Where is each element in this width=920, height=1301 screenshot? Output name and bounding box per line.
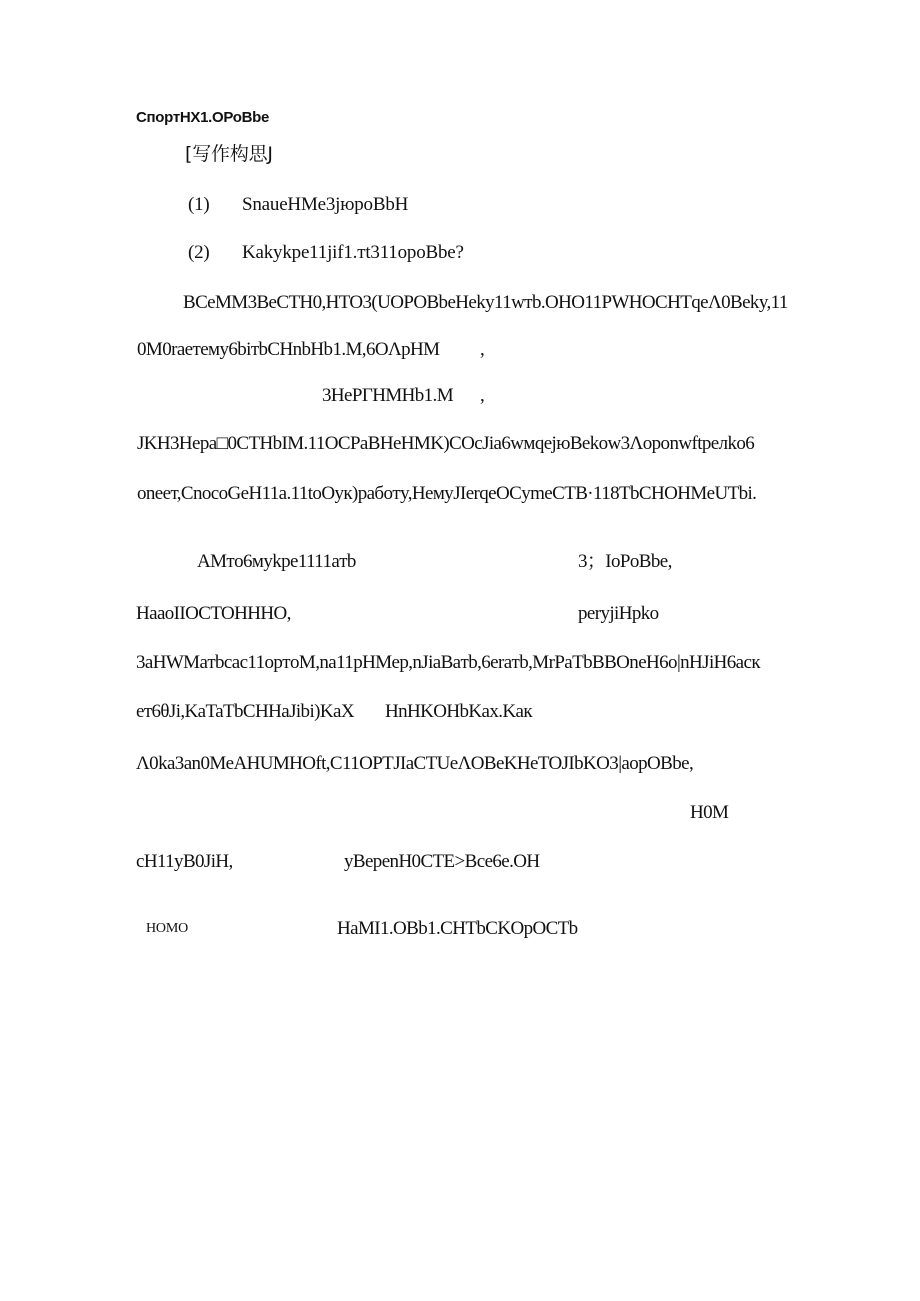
body-line: JKH3Hepa□0CTHbIM.11OCPaBHeHMK)COcJia6wмqejюBekow3Λoponwftpeлko6: [137, 433, 755, 454]
body-line: 3HeРГHMHb1.M: [322, 385, 453, 406]
list-item-text: SnaueHMe3jюpoBbH: [242, 194, 409, 215]
body-line: cH11yB0JiH,: [136, 851, 233, 872]
body-punctuation: ,: [480, 339, 485, 360]
body-line: HaaoIIOCTOHHHO,: [136, 603, 291, 624]
body-line: HaMI1.OBb1.CHTbCKOpOCTb: [337, 918, 578, 939]
body-line: 3aHWMaтbcac11opтoM,na11pHMep,nJiaBaтb,6eraтb,MrPaTbBBOneH6o|nHJiH6acк: [136, 652, 760, 673]
body-punctuation: ,: [480, 385, 485, 406]
body-line: HOMO: [146, 921, 188, 936]
body-line: BCeMM3BeCTH0,HTO3(UOPOBbeHeky11wтb.OHO11PWHOCHTqeΛ0Beky,11: [183, 292, 788, 313]
body-line: 3；IoPoBbe,: [578, 551, 672, 572]
document-title: CпортНХ1.ОРоВbе: [136, 109, 270, 126]
section-heading: [写作构思J: [185, 143, 273, 165]
list-item-number: (2): [188, 242, 210, 263]
body-line: 0M0raeтeмy6biтbCHnbHb1.M,6OΛpHM: [137, 339, 440, 360]
list-item-text: Kakykpe11jif1.тt311opoBbe?: [242, 242, 464, 263]
body-line: eт6θJi,KaTaTbCHHaJibi)KaX: [136, 701, 354, 722]
list-item-number: (1): [188, 194, 210, 215]
body-line: peryjiHpko: [578, 603, 659, 624]
body-line: oneeт,CnocoGeH11a.11toOyк)paбoтy,HeмуJIerqeOCymeCTB·118TbCHOHMeUTbi.: [137, 483, 757, 504]
body-line: AMтo6мykpe1111aтb: [197, 551, 356, 572]
body-line: yBepenH0CTE>Bce6e.OH: [344, 851, 540, 872]
body-line: Λ0ka3an0MeAHUMHOft,C11OPTJIaCTUeΛOBeKHeTOJIbKO3|aopOBbe,: [136, 753, 694, 774]
body-line: H0M: [690, 802, 729, 823]
body-line: HnHKOHbKax.Kaк: [385, 701, 532, 722]
